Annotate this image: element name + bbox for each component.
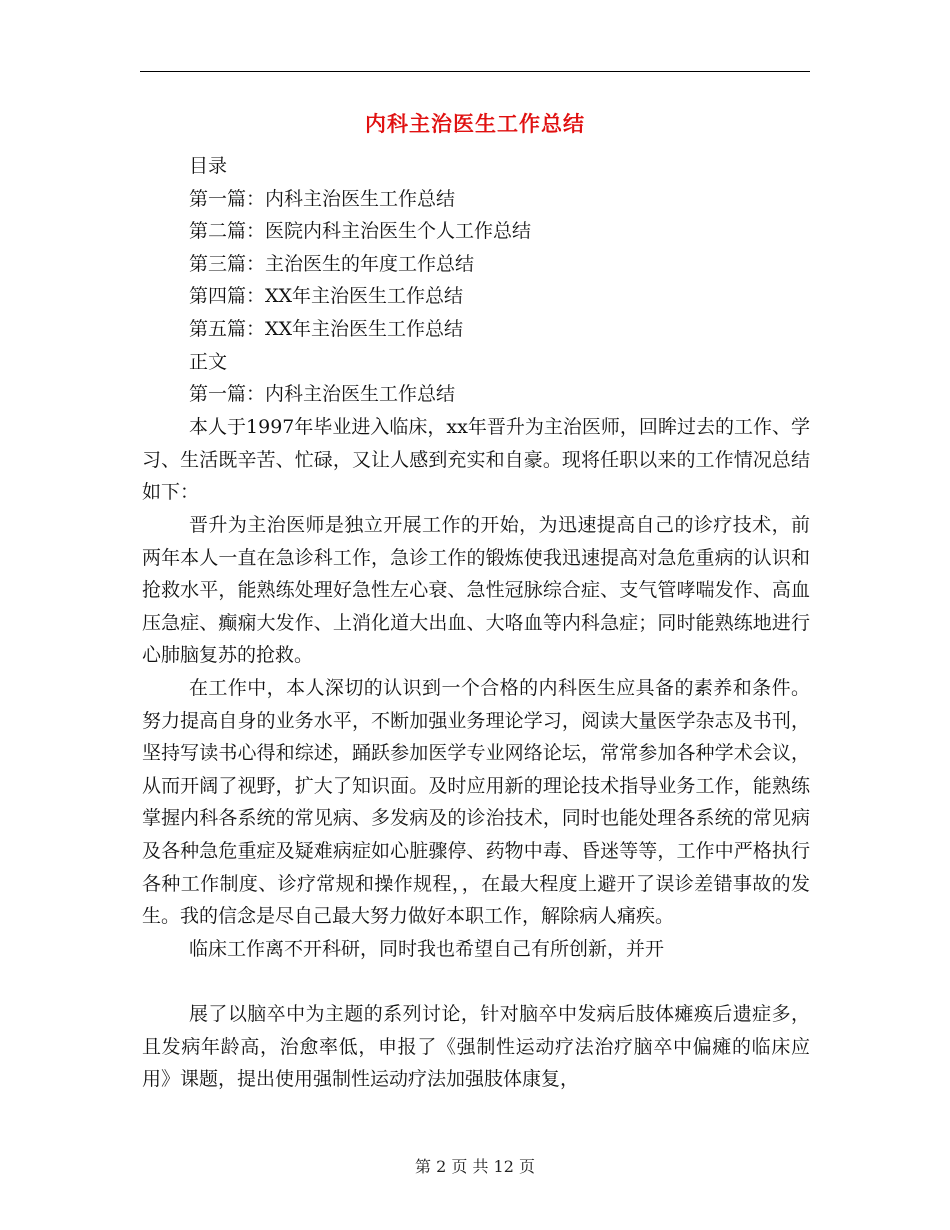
toc-item[interactable]: 第一篇：内科主治医生工作总结 xyxy=(189,187,456,210)
paragraph: 晋升为主治医师是独立开展工作的开始，为迅速提高自己的诊疗技术，前两年本人一直在急诊科工作，急诊工作的锻炼使我迅速提高对急危重病的认识和抢救水平，能熟练处理好急性左心衰、急性冠脉综合症、支气管哮喘发作、高血压急症、癫痫大发作、上消化道大出血、大咯血等内科急症；同时能熟练地进行心肺脑复苏的抢救。 xyxy=(142,514,810,667)
paragraph: 在工作中，本人深切的认识到一个合格的内科医生应具备的素养和条件。努力提高自身的业务水平，不断加强业务理论学习，阅读大量医学杂志及书刊，坚持写读书心得和综述，踊跃参加医学专业网络论坛，常常参加各种学术会议，从而开阔了视野，扩大了知识面。及时应用新的理论技术指导业务工作，能熟练掌握内科各系统的常见病、多发病及的诊治技术，同时也能处理各系统的常见病及各种急危重症及疑难病症如心脏骤停、药物中毒、昏迷等等，工作中严格执行各种工作制度、诊疗常规和操作规程，，在最大程度上避开了误诊差错事故的发生。我的信念是尽自己最大努力做好本职工作，解除病人痛疾。 xyxy=(142,677,810,928)
paragraph: 临床工作离不开科研，同时我也希望自己有所创新，并开 xyxy=(189,938,665,960)
toc-item[interactable]: 第五篇：XX年主治医生工作总结 xyxy=(189,317,464,340)
toc-item[interactable]: 第四篇：XX年主治医生工作总结 xyxy=(189,285,464,308)
page-footer: 第 2 页 共 12 页 xyxy=(415,1157,535,1176)
toc-heading: 目录 xyxy=(189,155,228,177)
paragraph: 本人于1997年毕业进入临床，xx年晋升为主治医师，回眸过去的工作、学习、生活既辛苦、忙碌，又让人感到充实和自豪。现将任职以来的工作情况总结如下： xyxy=(142,416,810,504)
section-heading: 第一篇：内科主治医生工作总结 xyxy=(189,383,456,406)
header-rule xyxy=(140,71,810,72)
paragraph: 展了以脑卒中为主题的系列讨论，针对脑卒中发病后肢体瘫痪后遗症多，且发病年龄高，治愈率低，申报了《强制性运动疗法治疗脑卒中偏瘫的临床应用》课题，提出使用强制性运动疗法加强肢体康复， xyxy=(142,1003,810,1091)
toc-item[interactable]: 第三篇：主治医生的年度工作总结 xyxy=(189,252,475,275)
document-title: 内科主治医生工作总结 xyxy=(365,112,585,136)
body-heading: 正文 xyxy=(189,350,228,373)
toc-item[interactable]: 第二篇：医院内科主治医生个人工作总结 xyxy=(189,220,532,243)
table-of-contents xyxy=(189,150,809,411)
